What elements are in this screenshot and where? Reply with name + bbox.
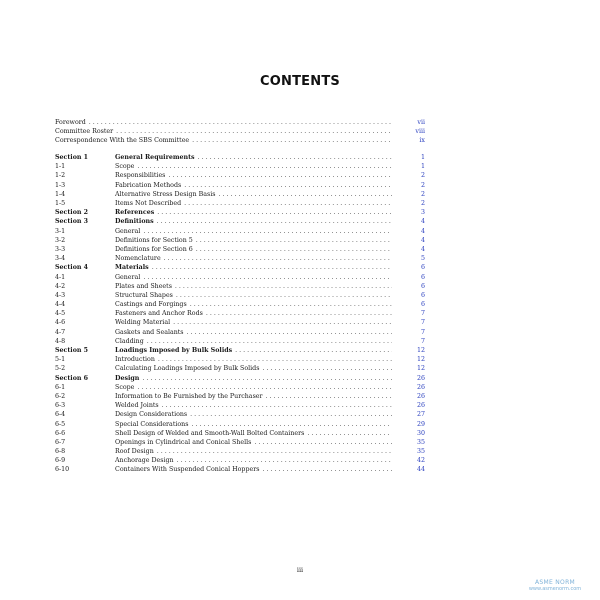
toc-entry[interactable] — [55, 364, 425, 373]
toc-entry-number: 4-8 — [55, 337, 66, 345]
toc-entry-title: Responsibilities — [115, 172, 166, 180]
toc-entry[interactable] — [55, 273, 425, 282]
toc-page-link[interactable]: 44 — [416, 466, 425, 474]
toc-page-link[interactable]: 26 — [416, 374, 425, 382]
toc-entry-title: Containers With Suspended Conical Hoppers — [115, 466, 260, 474]
watermark-url: www.asmenorm.com — [528, 586, 582, 592]
toc-dot-leader — [157, 217, 392, 226]
toc-entry-number: 3-2 — [55, 236, 66, 244]
toc-entry-title: Fasteners and Anchor Rods — [115, 310, 203, 318]
toc-dot-leader — [157, 208, 392, 217]
toc-dot-leader — [143, 273, 392, 282]
toc-page-link[interactable]: 6 — [420, 273, 425, 281]
toc-dot-leader — [190, 300, 392, 309]
toc-dot-leader — [198, 153, 392, 162]
toc-page-link[interactable]: 4 — [420, 245, 425, 253]
toc-entry-title: General Requirements — [115, 154, 195, 162]
toc-entry-title: Introduction — [115, 356, 155, 364]
table-of-contents — [55, 118, 425, 475]
toc-page-link[interactable]: 2 — [420, 172, 425, 180]
toc-page-link[interactable]: 7 — [420, 319, 425, 327]
toc-entry[interactable] — [55, 401, 425, 410]
toc-entry-title: Information to Be Furnished by the Purchaser — [115, 392, 263, 400]
toc-entry-number: 6-1 — [55, 383, 66, 391]
toc-page-link[interactable]: 4 — [420, 218, 425, 226]
toc-entry-title: Calculating Loadings Imposed by Bulk Solids — [115, 365, 260, 373]
toc-entry-number: 4-1 — [55, 273, 66, 281]
toc-entry-number: 5-1 — [55, 356, 66, 364]
toc-entry[interactable] — [55, 190, 425, 199]
toc-entry[interactable] — [55, 254, 425, 263]
toc-dot-leader — [192, 136, 392, 145]
toc-entry-number: 6-4 — [55, 411, 66, 419]
toc-page-link[interactable]: 26 — [416, 392, 425, 400]
toc-entry-number: 3-1 — [55, 227, 66, 235]
toc-page-link[interactable]: 27 — [416, 411, 425, 419]
toc-dot-leader — [196, 245, 392, 254]
toc-entry[interactable] — [55, 328, 425, 337]
toc-page-link[interactable]: 30 — [416, 429, 425, 437]
toc-dot-leader — [143, 227, 392, 236]
toc-entry-number: 1-3 — [55, 181, 66, 189]
toc-page-link[interactable]: 12 — [416, 356, 425, 364]
toc-page-link[interactable]: 26 — [416, 383, 425, 391]
toc-entry-title: Definitions — [115, 218, 154, 226]
toc-entry-number: 6-10 — [55, 466, 70, 474]
toc-entry-number: 6-9 — [55, 457, 66, 465]
toc-dot-leader — [196, 236, 392, 245]
toc-entry[interactable] — [55, 282, 425, 291]
toc-entry-title: General — [115, 227, 141, 235]
toc-dot-leader — [168, 171, 392, 180]
toc-entry[interactable] — [55, 383, 425, 392]
toc-entry[interactable] — [55, 236, 425, 245]
toc-page-link[interactable]: 1 — [420, 163, 425, 171]
toc-entry-title: Foreword — [55, 119, 86, 126]
toc-dot-leader — [262, 465, 392, 474]
toc-entry-number: 4-6 — [55, 319, 66, 327]
toc-page-link[interactable]: 35 — [416, 438, 425, 446]
toc-entry[interactable] — [55, 171, 425, 180]
toc-page-link[interactable]: 3 — [420, 209, 425, 217]
toc-entry[interactable] — [55, 245, 425, 254]
toc-entry-title: Welded Joints — [115, 402, 159, 410]
toc-entry-number: 1-2 — [55, 172, 66, 180]
toc-entry-title: Anchorage Design — [115, 457, 174, 465]
toc-page-link[interactable]: 26 — [416, 402, 425, 410]
toc-entry-title: Committee Roster — [55, 128, 114, 136]
toc-entry-number: 1-1 — [55, 163, 66, 171]
toc-dot-leader — [147, 337, 392, 346]
toc-entry-number: 1-4 — [55, 190, 66, 198]
toc-dot-leader — [158, 355, 392, 364]
toc-entry-title: Correspondence With the SBS Committee — [55, 137, 190, 145]
toc-page-link[interactable]: viii — [415, 128, 425, 136]
toc-dot-leader — [152, 263, 392, 272]
toc-entry[interactable] — [55, 318, 425, 327]
toc-dot-leader — [262, 364, 392, 373]
toc-dot-leader — [184, 181, 392, 190]
toc-entry-number: Section 3 — [55, 218, 89, 226]
toc-dot-leader — [157, 447, 392, 456]
toc-entry[interactable] — [55, 127, 425, 136]
toc-entry-title: Structural Shapes — [115, 291, 173, 299]
toc-entry-title: Cladding — [115, 337, 144, 345]
toc-page-link[interactable]: 2 — [420, 190, 425, 198]
toc-dot-leader — [164, 254, 392, 263]
toc-entry-number: 6-2 — [55, 392, 66, 400]
toc-dot-leader — [235, 346, 392, 355]
toc-entry[interactable] — [55, 346, 425, 355]
toc-entry[interactable] — [55, 420, 425, 429]
toc-dot-leader — [173, 318, 392, 327]
toc-entry-title: Roof Design — [115, 448, 154, 456]
toc-entry-title: Welding Material — [115, 319, 171, 327]
toc-entry-title: Fabrication Methods — [115, 181, 182, 189]
toc-entry[interactable] — [55, 456, 425, 465]
toc-entry-title: Castings and Forgings — [115, 301, 187, 309]
toc-entry-number: 6-5 — [55, 420, 66, 428]
toc-entry-title: Nomenclature — [115, 255, 161, 263]
toc-entry[interactable] — [55, 263, 425, 272]
toc-page-link[interactable]: 29 — [416, 420, 425, 428]
toc-entry[interactable] — [55, 410, 425, 419]
toc-entry[interactable] — [55, 374, 425, 383]
page-number: iii — [296, 566, 304, 574]
toc-page-link[interactable]: 12 — [416, 365, 425, 373]
toc-entry[interactable] — [55, 429, 425, 438]
toc-entry-title: Scope — [115, 383, 135, 391]
toc-dot-leader — [175, 282, 392, 291]
toc-entry-number: 6-6 — [55, 429, 66, 437]
toc-entry-title: Special Considerations — [115, 420, 189, 428]
toc-page-link[interactable]: 6 — [420, 291, 425, 299]
toc-dot-leader — [254, 438, 392, 447]
toc-dot-leader — [191, 420, 392, 429]
toc-page-link[interactable]: 35 — [416, 448, 425, 456]
toc-entry[interactable] — [55, 153, 425, 162]
toc-dot-leader — [187, 328, 392, 337]
toc-dot-leader — [162, 401, 392, 410]
toc-entry[interactable] — [55, 136, 425, 145]
toc-entry[interactable] — [55, 438, 425, 447]
toc-page-link[interactable]: ix — [419, 137, 425, 145]
toc-page-link[interactable]: 2 — [420, 200, 425, 207]
toc-dot-leader — [206, 309, 392, 318]
toc-entry-title: Alternative Stress Design Basis — [115, 190, 216, 198]
toc-page-link[interactable]: 6 — [420, 264, 425, 272]
toc-entry-title: Openings in Cylindrical and Conical Shells — [115, 438, 252, 446]
toc-entry-title: Design Considerations — [115, 411, 188, 419]
toc-entry-number: 6-7 — [55, 438, 66, 446]
toc-page-link[interactable]: 4 — [420, 227, 425, 235]
toc-page-link[interactable]: vii — [417, 119, 425, 126]
toc-entry-number: Section 5 — [55, 347, 89, 354]
toc-entry[interactable] — [55, 447, 425, 456]
toc-page-link[interactable]: 42 — [416, 457, 425, 465]
toc-entry[interactable] — [55, 217, 425, 226]
toc-dot-leader — [184, 199, 392, 208]
toc-page-link[interactable]: 12 — [416, 347, 425, 354]
toc-entry-number: Section 6 — [55, 374, 89, 382]
toc-entry-number: 4-7 — [55, 328, 66, 336]
toc-entry[interactable] — [55, 309, 425, 318]
toc-entry[interactable] — [55, 199, 425, 208]
toc-dot-leader — [266, 392, 392, 401]
toc-entry[interactable] — [55, 181, 425, 190]
toc-page-link[interactable]: 5 — [420, 255, 425, 263]
toc-entry[interactable] — [55, 465, 425, 474]
toc-entry-title: Definitions for Section 6 — [115, 245, 193, 253]
toc-entry-number: 4-3 — [55, 291, 66, 299]
watermark-title: ASME NORM — [534, 579, 576, 586]
toc-dot-leader — [177, 456, 392, 465]
toc-entry-title: Scope — [115, 163, 135, 171]
toc-entry-number: 4-4 — [55, 301, 66, 309]
toc-entry-title: Loadings Imposed by Bulk Solids — [115, 347, 233, 354]
toc-entry-title: References — [115, 209, 155, 217]
toc-page-link[interactable]: 7 — [420, 328, 425, 336]
toc-dot-leader — [307, 429, 392, 438]
toc-entry-number: 3-3 — [55, 245, 66, 253]
toc-entry[interactable] — [55, 162, 425, 171]
toc-page-link[interactable]: 2 — [420, 181, 425, 189]
toc-page-link[interactable]: 4 — [420, 236, 425, 244]
toc-entry-number: 3-4 — [55, 255, 66, 263]
toc-entry[interactable] — [55, 355, 425, 364]
toc-entry[interactable] — [55, 337, 425, 346]
toc-page-link[interactable]: 6 — [420, 301, 425, 309]
toc-dot-leader — [137, 162, 392, 171]
toc-entry-title: Design — [115, 374, 140, 382]
toc-entry[interactable] — [55, 392, 425, 401]
toc-entry-number: 5-2 — [55, 365, 66, 373]
toc-entry-title: Shell Design of Welded and Smooth-Wall Bolted Containers — [115, 429, 305, 437]
page-title: CONTENTS — [260, 74, 340, 89]
toc-entry-number: 4-5 — [55, 310, 66, 318]
toc-entry[interactable] — [55, 291, 425, 300]
toc-entry-title: Gaskets and Sealants — [115, 328, 184, 336]
toc-entry-title: Items Not Described — [115, 200, 182, 207]
toc-entry[interactable] — [55, 227, 425, 236]
toc-entry-number: 6-8 — [55, 448, 66, 456]
toc-page-link[interactable]: 7 — [420, 337, 425, 345]
toc-entry-number: Section 1 — [55, 154, 89, 162]
toc-entry-number: Section 4 — [55, 264, 89, 272]
toc-entry-number: 4-2 — [55, 282, 66, 290]
toc-dot-leader — [89, 118, 392, 127]
watermark-logo — [524, 580, 586, 592]
toc-entry-number: Section 2 — [55, 209, 89, 217]
toc-entry-title: Materials — [115, 264, 149, 272]
toc-entry[interactable] — [55, 118, 425, 127]
toc-entry-number: 1-5 — [55, 200, 66, 207]
toc-dot-leader — [137, 383, 392, 392]
toc-dot-leader — [176, 291, 392, 300]
toc-page-link[interactable]: 6 — [420, 282, 425, 290]
toc-entry-number: 6-3 — [55, 402, 66, 410]
toc-dot-leader — [116, 127, 392, 136]
toc-dot-leader — [218, 190, 392, 199]
toc-dot-leader — [142, 374, 392, 383]
toc-entry[interactable] — [55, 300, 425, 309]
toc-entry-title: General — [115, 273, 141, 281]
toc-dot-leader — [190, 410, 392, 419]
toc-page-link[interactable]: 7 — [420, 310, 425, 318]
toc-entry-title: Plates and Sheets — [115, 282, 172, 290]
toc-page-link[interactable]: 1 — [420, 154, 425, 162]
toc-entry-title: Definitions for Section 5 — [115, 236, 193, 244]
toc-entry[interactable] — [55, 208, 425, 217]
